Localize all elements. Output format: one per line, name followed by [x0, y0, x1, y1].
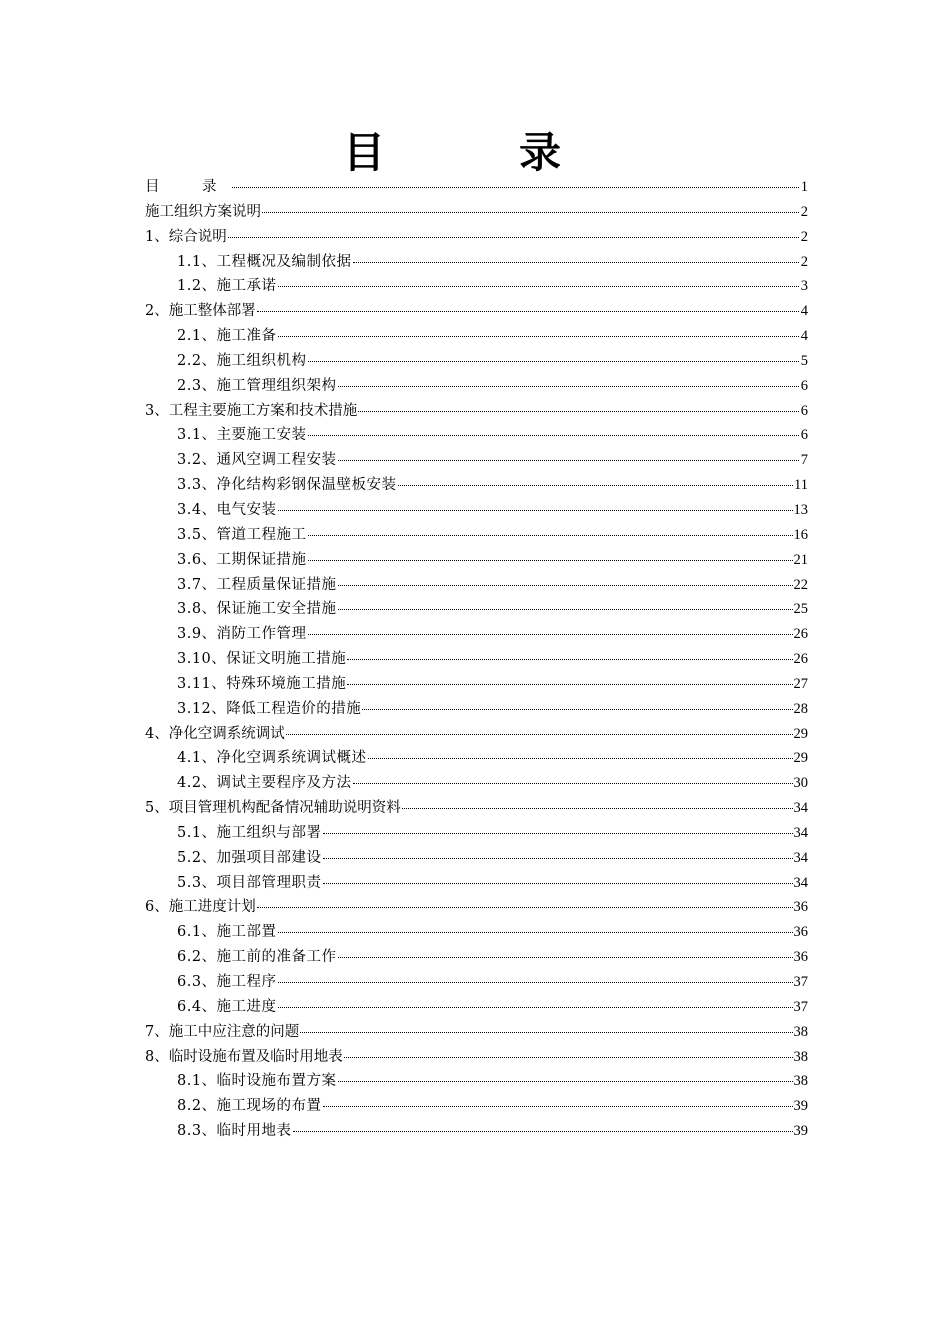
toc-entry[interactable]	[145, 299, 808, 324]
dot-leader	[323, 833, 793, 834]
dot-leader	[368, 758, 793, 759]
dot-leader	[347, 659, 792, 660]
toc-entry[interactable]	[145, 324, 808, 349]
toc-entry[interactable]	[145, 771, 808, 796]
dot-leader	[338, 1081, 793, 1082]
toc-entry-title: 3.4、电气安装	[177, 501, 277, 518]
toc-entry[interactable]	[145, 225, 808, 250]
toc-entry-page: 38	[793, 1048, 808, 1065]
toc-entry-page: 37	[793, 998, 808, 1015]
toc-entry-title: 1、综合说明	[145, 228, 227, 245]
toc-entry-page: 13	[793, 501, 808, 518]
toc-entry-title: 3.7、工程质量保证措施	[177, 576, 337, 593]
toc-entry-page: 3	[800, 278, 808, 295]
dot-leader	[358, 411, 799, 412]
dot-leader	[338, 386, 799, 387]
toc-entry-title: 2.2、施工组织机构	[177, 352, 307, 369]
toc-entry-page: 36	[793, 949, 808, 966]
toc-entry-page: 38	[793, 1073, 808, 1090]
toc-entry[interactable]	[145, 349, 808, 374]
dot-leader	[323, 883, 793, 884]
dot-leader	[278, 932, 793, 933]
toc-entry-page: 39	[793, 1098, 808, 1115]
dot-leader	[353, 783, 793, 784]
toc-entry[interactable]	[145, 796, 808, 821]
toc-entry-title: 3.9、消防工作管理	[177, 626, 307, 643]
toc-entry-page: 7	[800, 452, 808, 469]
toc-entry[interactable]	[145, 1119, 808, 1144]
dot-leader	[300, 1032, 792, 1033]
toc-entry-title: 4.2、调试主要程序及方法	[177, 775, 352, 792]
toc-entry-page: 6	[800, 377, 808, 394]
dot-leader	[338, 460, 799, 461]
toc-entry-title: 1.2、施工承诺	[177, 278, 277, 295]
toc-entry-title: 1.1、工程概况及编制依据	[177, 253, 352, 270]
toc-entry-page: 16	[793, 526, 808, 543]
toc-entry-title: 8、临时设施布置及临时用地表	[145, 1048, 343, 1065]
dot-leader	[308, 634, 793, 635]
toc-entry-title: 7、施工中应注意的问题	[145, 1023, 300, 1040]
toc-entry[interactable]	[145, 871, 808, 896]
dot-leader	[278, 286, 799, 287]
toc-entry-page: 2	[800, 203, 808, 220]
toc-entry[interactable]	[145, 175, 808, 200]
toc-entry-title: 目 录	[145, 179, 231, 195]
dot-leader	[338, 585, 793, 586]
toc-entry-title: 3.8、保证施工安全措施	[177, 601, 337, 618]
toc-entry-title: 3、工程主要施工方案和技术措施	[145, 402, 358, 419]
toc-entry-title: 2.3、施工管理组织架构	[177, 377, 337, 394]
toc-entry[interactable]	[145, 473, 808, 498]
dot-leader	[308, 361, 799, 362]
dot-leader	[308, 435, 799, 436]
toc-entry-title: 3.3、净化结构彩钢保温壁板安装	[177, 477, 397, 494]
toc-entry-page: 4	[800, 328, 808, 345]
toc-entry[interactable]	[145, 821, 808, 846]
toc-entry-page: 36	[793, 924, 808, 941]
toc-entry[interactable]	[145, 374, 808, 399]
toc-entry-page: 38	[793, 1023, 808, 1040]
toc-entry-page: 6	[800, 427, 808, 444]
toc-entry[interactable]	[145, 573, 808, 598]
dot-leader	[257, 907, 793, 908]
toc-entry[interactable]	[145, 622, 808, 647]
toc-entry-page: 21	[793, 551, 808, 568]
toc-entry-title: 3.11、特殊环境施工措施	[177, 675, 347, 692]
toc-entry-page: 25	[793, 601, 808, 618]
toc-entry-title: 5.1、施工组织与部署	[177, 824, 322, 841]
toc-entry[interactable]	[145, 895, 808, 920]
toc-entry-title: 6.2、施工前的准备工作	[177, 949, 337, 966]
toc-entry-title: 8.3、临时用地表	[177, 1123, 292, 1140]
dot-leader	[228, 237, 799, 238]
toc-entry-title: 8.2、施工现场的布置	[177, 1098, 322, 1115]
toc-entry-page: 28	[793, 700, 808, 717]
toc-entry-page: 29	[793, 750, 808, 767]
toc-entry-page: 37	[793, 974, 808, 990]
toc-entry-title: 8.1、临时设施布置方案	[177, 1073, 337, 1090]
toc-entry-page: 26	[793, 626, 808, 643]
toc-entry[interactable]	[145, 672, 808, 697]
dot-leader	[278, 336, 799, 337]
dot-leader	[293, 1131, 793, 1132]
dot-leader	[402, 808, 793, 809]
dot-leader	[398, 485, 793, 486]
toc-entry-page: 29	[793, 725, 808, 742]
toc-entry-title: 6.3、施工程序	[177, 974, 277, 990]
toc-entry[interactable]	[145, 423, 808, 448]
dot-leader	[262, 212, 799, 213]
toc-entry-title: 2.1、施工准备	[177, 328, 277, 345]
toc-entry-page: 34	[793, 874, 808, 891]
toc-entry-page: 2	[800, 253, 808, 270]
toc-entry[interactable]	[145, 697, 808, 722]
dot-leader	[347, 684, 792, 685]
toc-entry-title: 6.1、施工部置	[177, 924, 277, 941]
toc-entry-title: 2、施工整体部署	[145, 303, 256, 320]
dot-leader	[257, 311, 799, 312]
toc-entry-title: 施工组织方案说明	[145, 203, 261, 220]
toc-entry-page: 34	[793, 824, 808, 841]
toc-entry-title: 4.1、净化空调系统调试概述	[177, 750, 367, 767]
toc-entry[interactable]	[145, 746, 808, 771]
toc-entry[interactable]	[145, 1045, 808, 1070]
toc-entry[interactable]	[145, 995, 808, 1020]
dot-leader	[362, 709, 792, 710]
toc-entry[interactable]	[145, 920, 808, 945]
dot-leader	[323, 1106, 793, 1107]
toc-entry-title: 5、项目管理机构配备情况辅助说明资料	[145, 800, 401, 817]
toc-entry-title: 6.4、施工进度	[177, 998, 277, 1015]
dot-leader	[344, 1057, 793, 1058]
dot-leader	[323, 858, 793, 859]
toc-entry[interactable]	[145, 200, 808, 225]
toc-entry-page: 4	[800, 303, 808, 320]
dot-leader	[308, 560, 793, 561]
toc-entry[interactable]	[145, 846, 808, 871]
toc-entry[interactable]	[145, 274, 808, 299]
toc-entry-page: 11	[794, 477, 808, 494]
dot-leader	[353, 262, 799, 263]
toc-entry[interactable]	[145, 448, 808, 473]
table-of-contents	[145, 175, 808, 1144]
toc-entry[interactable]	[145, 970, 808, 995]
toc-entry[interactable]	[145, 548, 808, 573]
toc-entry-title: 6、施工进度计划	[145, 899, 256, 916]
page-title: 目 录	[342, 128, 607, 177]
toc-entry-page: 39	[793, 1123, 808, 1140]
dot-leader	[338, 609, 793, 610]
toc-entry-page: 36	[793, 899, 808, 916]
toc-entry-title: 5.3、项目部管理职责	[177, 874, 322, 891]
dot-leader	[278, 982, 793, 983]
toc-entry-page: 30	[793, 775, 808, 792]
toc-entry-page: 34	[793, 849, 808, 866]
toc-entry[interactable]	[145, 498, 808, 523]
toc-entry-page: 5	[800, 352, 808, 369]
toc-entry-page: 22	[793, 576, 808, 593]
toc-entry[interactable]	[145, 1069, 808, 1094]
toc-entry-title: 4、净化空调系统调试	[145, 725, 285, 742]
toc-entry-title: 3.5、管道工程施工	[177, 526, 307, 543]
toc-entry-title: 3.10、保证文明施工措施	[177, 651, 347, 668]
toc-entry[interactable]	[145, 945, 808, 970]
toc-entry-page: 26	[793, 651, 808, 668]
dot-leader	[286, 734, 793, 735]
toc-entry-title: 5.2、加强项目部建设	[177, 849, 322, 866]
dot-leader	[278, 510, 793, 511]
toc-entry-page: 1	[800, 179, 808, 195]
toc-entry[interactable]	[145, 523, 808, 548]
toc-entry-page: 27	[793, 675, 808, 692]
toc-entry[interactable]	[145, 597, 808, 622]
toc-entry[interactable]	[145, 1094, 808, 1119]
dot-leader	[308, 535, 793, 536]
toc-entry-page: 2	[800, 228, 808, 245]
toc-entry-title: 3.2、通风空调工程安装	[177, 452, 337, 469]
toc-entry-title: 3.1、主要施工安装	[177, 427, 307, 444]
dot-leader	[338, 957, 793, 958]
dot-leader	[278, 1007, 793, 1008]
toc-entry[interactable]	[145, 647, 808, 672]
toc-entry-title: 3.12、降低工程造价的措施	[177, 700, 362, 717]
toc-entry[interactable]	[145, 1020, 808, 1045]
toc-entry[interactable]	[145, 399, 808, 424]
toc-entry[interactable]	[145, 250, 808, 275]
toc-entry-title: 3.6、工期保证措施	[177, 551, 307, 568]
dot-leader	[232, 187, 800, 188]
toc-entry-page: 34	[793, 800, 808, 817]
toc-entry[interactable]	[145, 722, 808, 747]
toc-entry-page: 6	[800, 402, 808, 419]
